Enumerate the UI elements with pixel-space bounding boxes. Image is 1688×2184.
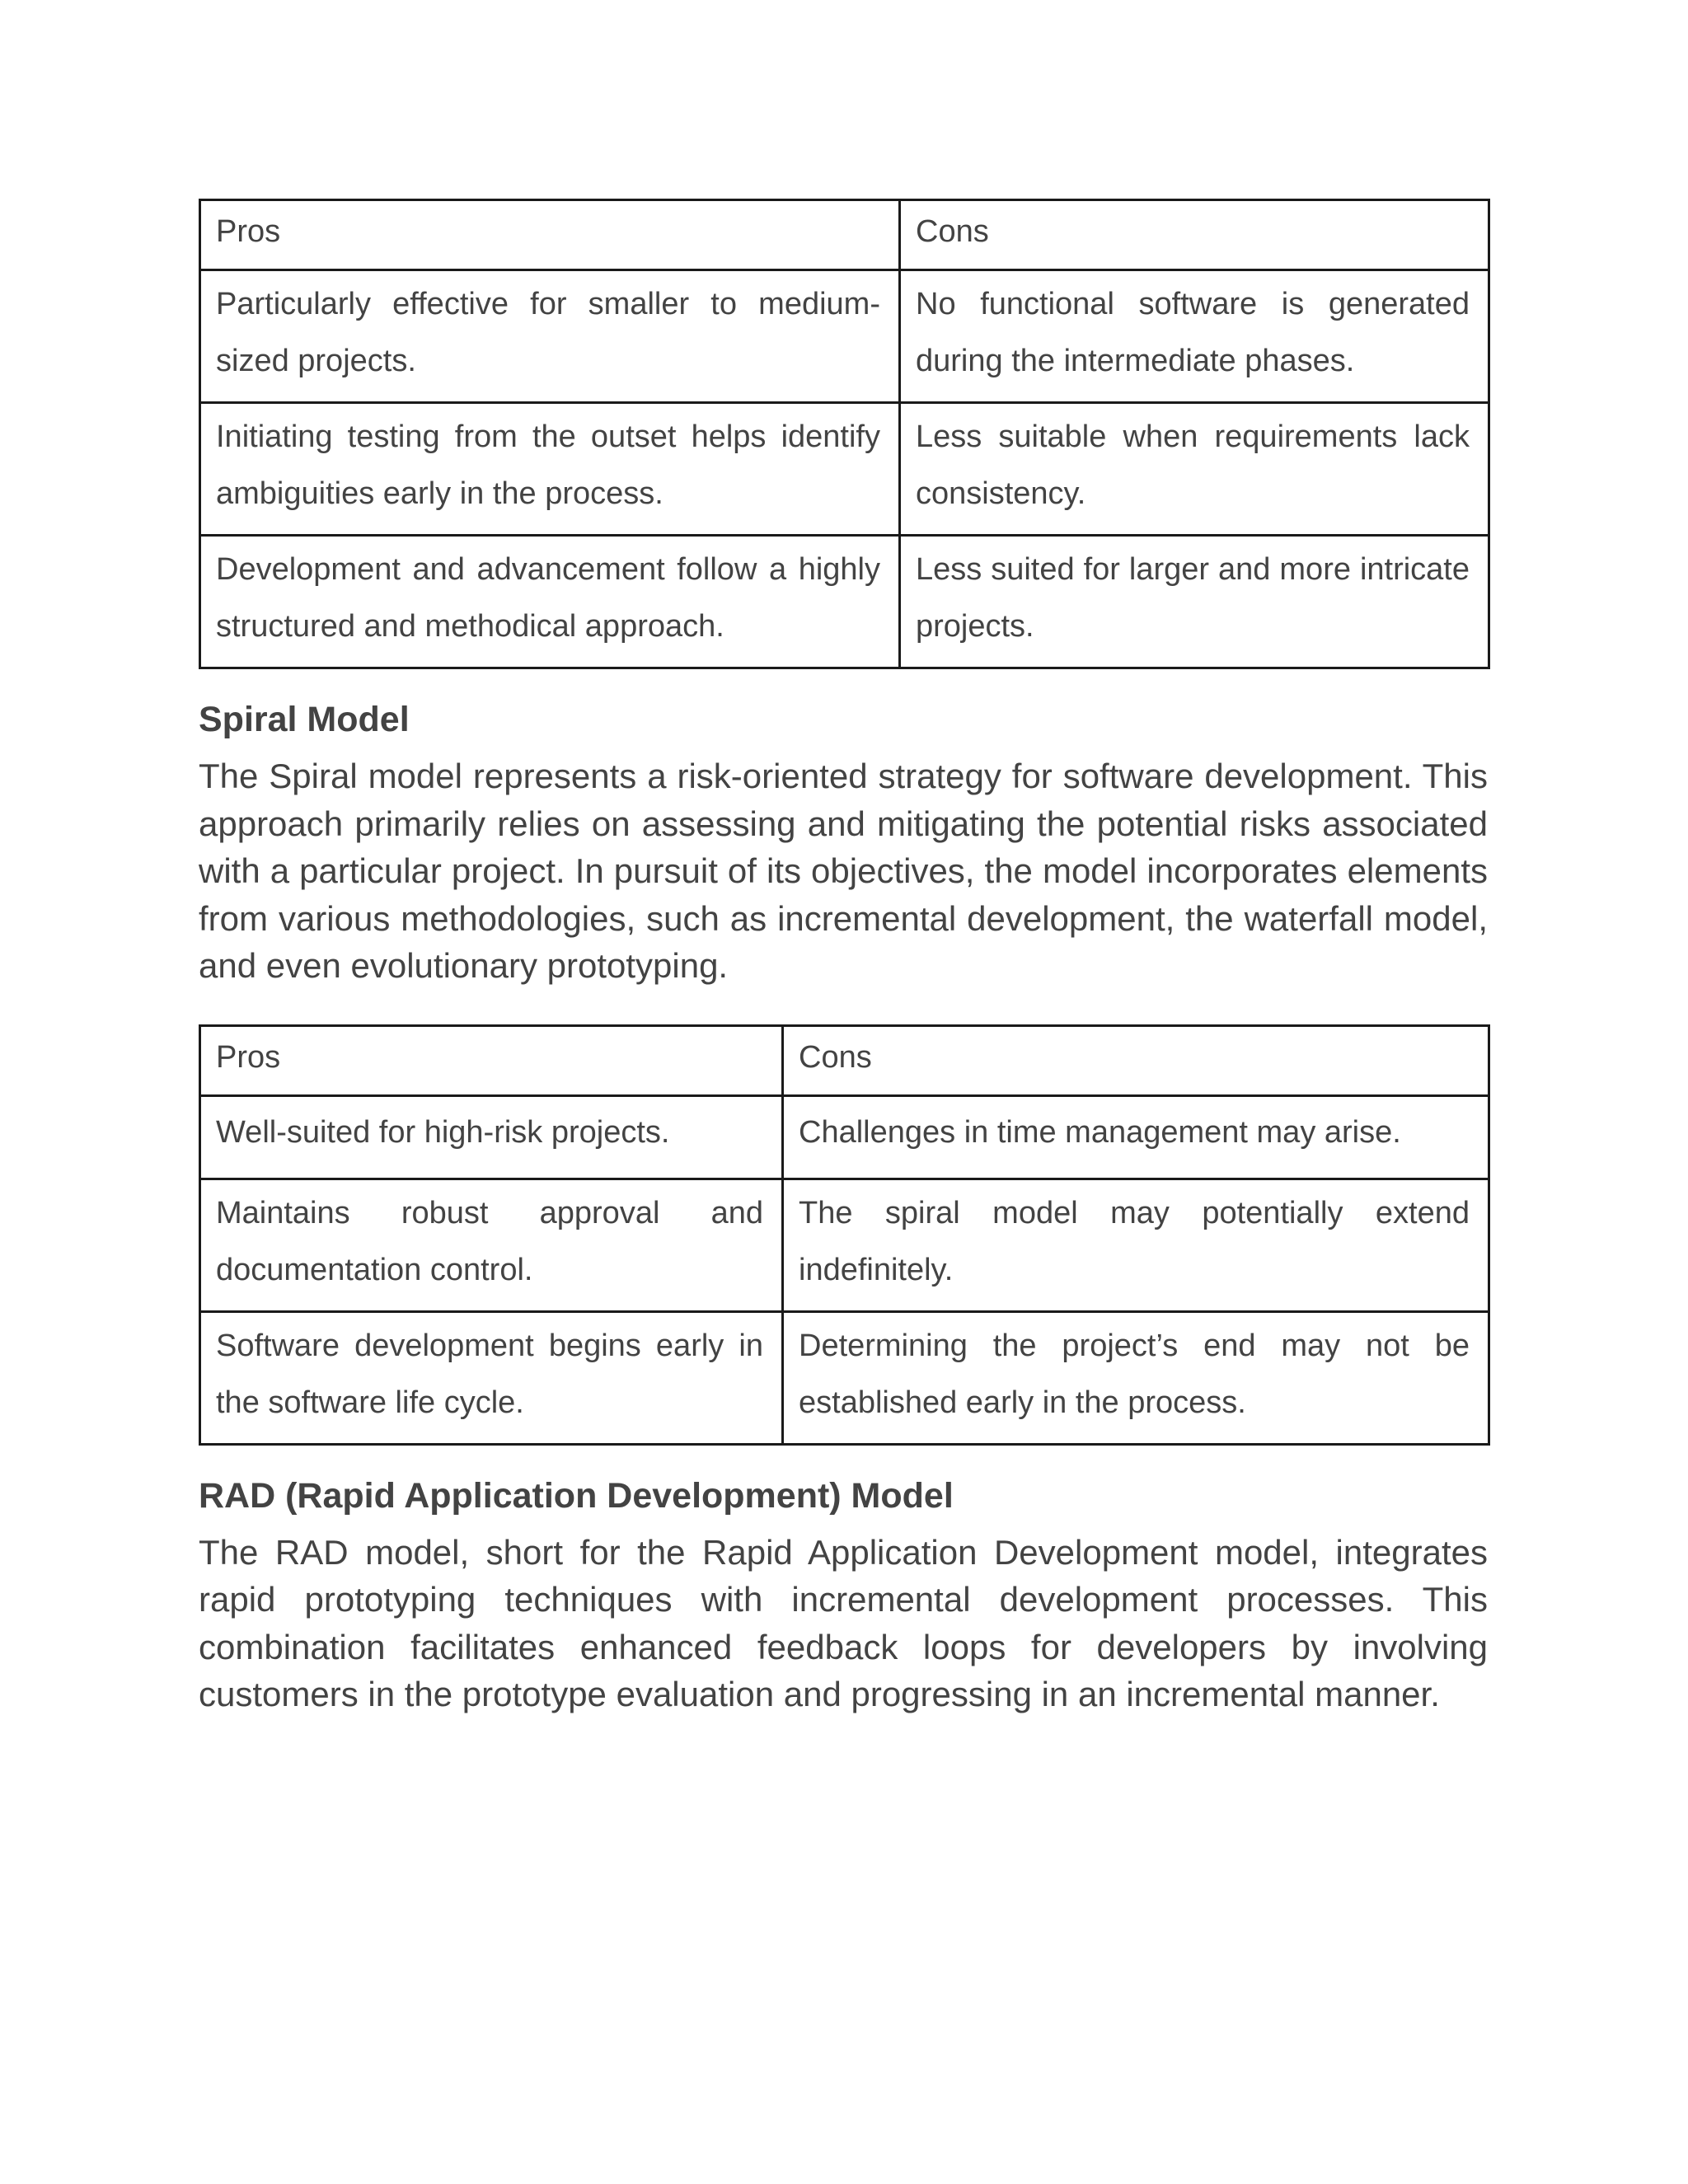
rad-model-heading: RAD (Rapid Application Development) Model	[199, 1475, 954, 1516]
cons-header: Cons	[900, 200, 1489, 270]
cons-cell: Determining the project’s end may not be established early in the process.	[783, 1311, 1489, 1444]
pros-header: Pros	[200, 1025, 783, 1095]
pros-cell: Particularly effective for smaller to medium-sized projects.	[200, 270, 900, 403]
table-row	[200, 403, 1489, 536]
pros-header: Pros	[200, 200, 900, 270]
table-row	[200, 1095, 1489, 1179]
cons-cell: Less suited for larger and more intricate projects.	[900, 536, 1489, 668]
table-header-row	[200, 1025, 1489, 1095]
pros-cell: Well-suited for high-risk projects.	[200, 1095, 783, 1179]
table-row	[200, 536, 1489, 668]
table-row	[200, 1179, 1489, 1311]
pros-cell: Maintains robust approval and documentation control.	[200, 1179, 783, 1311]
table-row	[200, 1311, 1489, 1444]
spiral-model-heading: Spiral Model	[199, 700, 410, 739]
cons-cell: The spiral model may potentially extend indefinitely.	[783, 1179, 1489, 1311]
document-page	[199, 199, 1488, 1718]
pros-cons-table-1	[199, 199, 1490, 669]
table-row	[200, 270, 1489, 403]
cons-header: Cons	[783, 1025, 1489, 1095]
pros-cell: Development and advancement follow a highly structured and methodical approach.	[200, 536, 900, 668]
pros-cons-table-2	[199, 1024, 1490, 1446]
pros-cell: Software development begins early in the software life cycle.	[200, 1311, 783, 1444]
table-header-row	[200, 200, 1489, 270]
pros-cell: Initiating testing from the outset helps identify ambiguities early in the process.	[200, 403, 900, 536]
cons-cell: No functional software is generated during the intermediate phases.	[900, 270, 1489, 403]
cons-cell: Challenges in time management may arise.	[783, 1095, 1489, 1179]
rad-model-paragraph: The RAD model, short for the Rapid Application Development model, integrates rapid prototyping techniques with incremental development processes. This combination facilitates enhanced feedback loops for developers by involving customers in the prototype evaluation and progressing in an incremental manner.	[199, 1532, 1488, 1713]
spiral-model-paragraph: The Spiral model represents a risk-oriented strategy for software development. This approach primarily relies on assessing and mitigating the potential risks associated with a particular project. In pursuit of its objectives, the model incorporates elements from various methodologies, such as incremental development, the waterfall model, and even evolutionary prototyping.	[199, 757, 1488, 985]
cons-cell: Less suitable when requirements lack consistency.	[900, 403, 1489, 536]
